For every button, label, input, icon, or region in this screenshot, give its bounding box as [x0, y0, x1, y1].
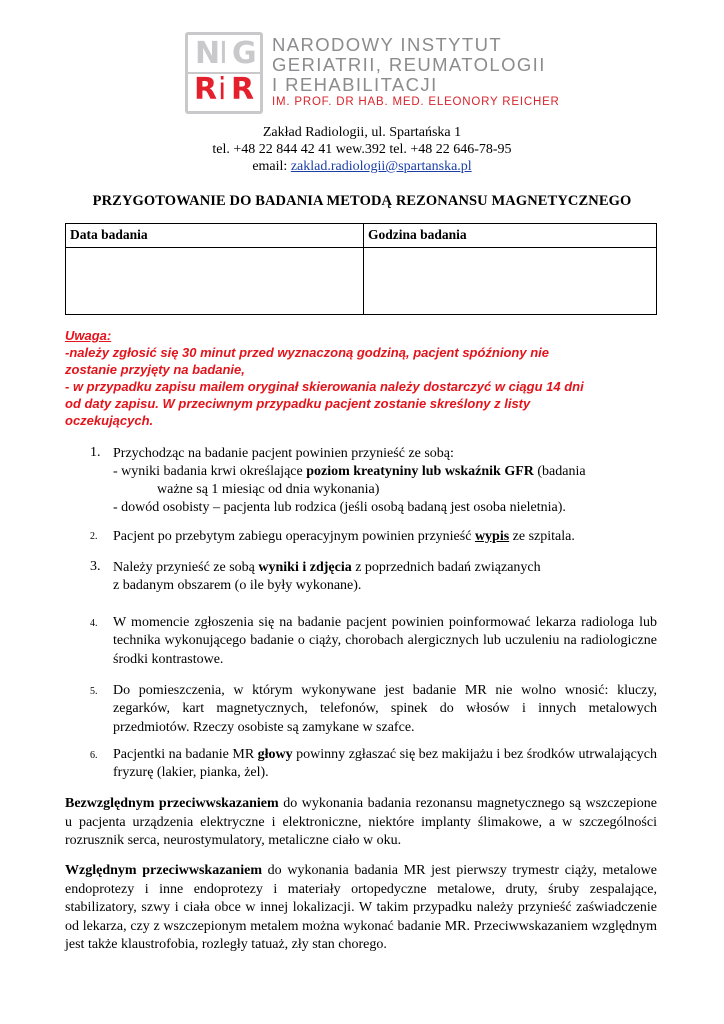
item-3-cont: z badanym obszarem (o ile były wykonane).	[113, 578, 362, 593]
item-number: 6.	[90, 750, 98, 761]
item-number: 5.	[90, 686, 98, 697]
item-text: Należy przynieść ze sobą	[113, 560, 259, 575]
email-line	[0, 158, 724, 175]
absolute-contraindications	[65, 795, 657, 851]
relative-contraindications	[65, 862, 657, 955]
item-text: - wyniki badania krwi określające	[113, 464, 307, 479]
item-1-intro: Przychodząc na badanie pacjent powinien przynieść ze sobą:	[113, 446, 454, 461]
paragraph-text: do wykonania badania rezonansu magnetycznego są wszczepione u pacjenta urządzenia elektryczne i elektroniczne, niektóre implanty ślimakowe, a w szczególności rozrusznik serca, neurostymulatory, metaliczne ciało w oku.	[65, 796, 657, 848]
email-link[interactable]: zaklad.radiologii@spartanska.pl	[290, 159, 472, 174]
institute-name-line3: I REHABILITACJI	[272, 74, 438, 95]
warning-line: oczekujących.	[65, 413, 154, 428]
item-4: W momencie zgłoszenia się na badanie pacjent powinien poinformować lekarza radiologa lub technika wykonującego badanie o ciąży, chorobach alergicznych lub uczuleniu na radiologiczne środki kontrastowe.	[113, 615, 657, 667]
paragraph-text: do wykonania badania MR jest pierwszy trymestr ciąży, metalowe endoprotezy i inne endoprotezy i materiały ortopedyczne metalowe, druty, śruby zespalające, stabilizatory, szwy i ciała obce w innej lokalizacji. W takim przypadku należy przynieść zaświadczenie od lekarza, czy z wszczepionym metalem można wykonać badanie MR. Przeciwwskazaniem względnym jest także klaustrofobia, rozległy tatuaż, zły stan chorego.	[65, 863, 657, 952]
institute-name-line1: NARODOWY INSTYTUT	[272, 34, 503, 55]
department-address: Zakład Radiologii, ul. Spartańska 1	[262, 125, 462, 140]
warning-line: od daty zapisu. W przeciwnym przypadku pacjent zostanie skreślony z listy	[65, 396, 531, 411]
item-text: Pacjentki na badanie MR	[113, 747, 258, 762]
item-bold: wyniki i zdjęcia	[258, 560, 352, 575]
logo-letter: I	[219, 36, 228, 71]
logo-letter: i	[218, 72, 227, 107]
warning-heading: Uwaga:	[65, 328, 112, 343]
item-1-blood-test-cont: ważne są 1 miesiąc od dnia wykonania)	[157, 482, 380, 497]
email-label: email:	[252, 159, 291, 174]
item-bold: głowy	[257, 747, 293, 762]
item-1-blood-test	[113, 463, 673, 481]
date-header: Data badania	[66, 224, 364, 248]
phone-numbers: tel. +48 22 844 42 41 wew.392 tel. +48 22 646-78-95	[212, 142, 512, 157]
warning-line: zostanie przyjęty na badanie,	[65, 362, 245, 377]
logo-letter: R	[231, 72, 255, 107]
item-5: Do pomieszczenia, w którym wykonywane jest badanie MR nie wolno wnosić: kluczy, zegarków, kart magnetycznych, telefonów, spinek do włosów i innych metalowych przedmiotów. Rzeczy osobiste są zamykane w szafce.	[113, 683, 657, 735]
item-number: 4.	[90, 618, 98, 629]
institute-patron: IM. PROF. DR HAB. MED. ELEONORY REICHER	[272, 96, 560, 108]
item-text: Pacjent po przebytym zabiegu operacyjnym powinien przynieść	[113, 529, 475, 544]
institute-logo	[185, 32, 263, 114]
item-bold: poziom kreatyniny lub wskaźnik GFR	[306, 464, 534, 479]
item-text: z poprzednich badań związanych	[351, 560, 541, 575]
time-cell[interactable]	[364, 248, 657, 315]
warning-line: - w przypadku zapisu mailem oryginał skierowania należy dostarczyć w ciągu 14 dni	[65, 379, 584, 394]
document-title: PRZYGOTOWANIE DO BADANIA METODĄ REZONANSU MAGNETYCZNEGO	[92, 193, 632, 209]
item-text: powinny zgłaszać się bez makijażu i bez środków utrwalających fryzurę (lakier, pianka, żel).	[113, 747, 657, 781]
item-bold: wypis	[474, 529, 510, 544]
item-6	[113, 746, 657, 783]
item-text: (badania	[533, 464, 586, 479]
warning-line: -należy zgłosić się 30 minut przed wyznaczoną godziną, pacjent spóźniony nie	[65, 345, 549, 360]
item-2	[113, 528, 657, 546]
paragraph-bold: Względnym przeciwwskazaniem	[65, 863, 262, 878]
appointment-table	[65, 223, 657, 315]
item-text: ze szpitala.	[509, 529, 575, 544]
logo-letter: G	[232, 36, 257, 71]
logo-letter: N	[195, 36, 221, 71]
paragraph-bold: Bezwzględnym przeciwwskazaniem	[65, 796, 279, 811]
item-number: 1.	[90, 445, 101, 460]
date-cell[interactable]	[66, 248, 364, 315]
logo-letter: R	[194, 72, 218, 107]
item-number: 2.	[90, 531, 98, 542]
time-header: Godzina badania	[364, 224, 657, 248]
item-number: 3.	[90, 559, 101, 574]
item-3	[113, 559, 657, 577]
institute-name-line2: GERIATRII, REUMATOLOGII	[272, 54, 546, 75]
item-1-id: - dowód osobisty – pacjenta lub rodzica (jeśli osobą badaną jest osoba nieletnia).	[113, 500, 566, 515]
